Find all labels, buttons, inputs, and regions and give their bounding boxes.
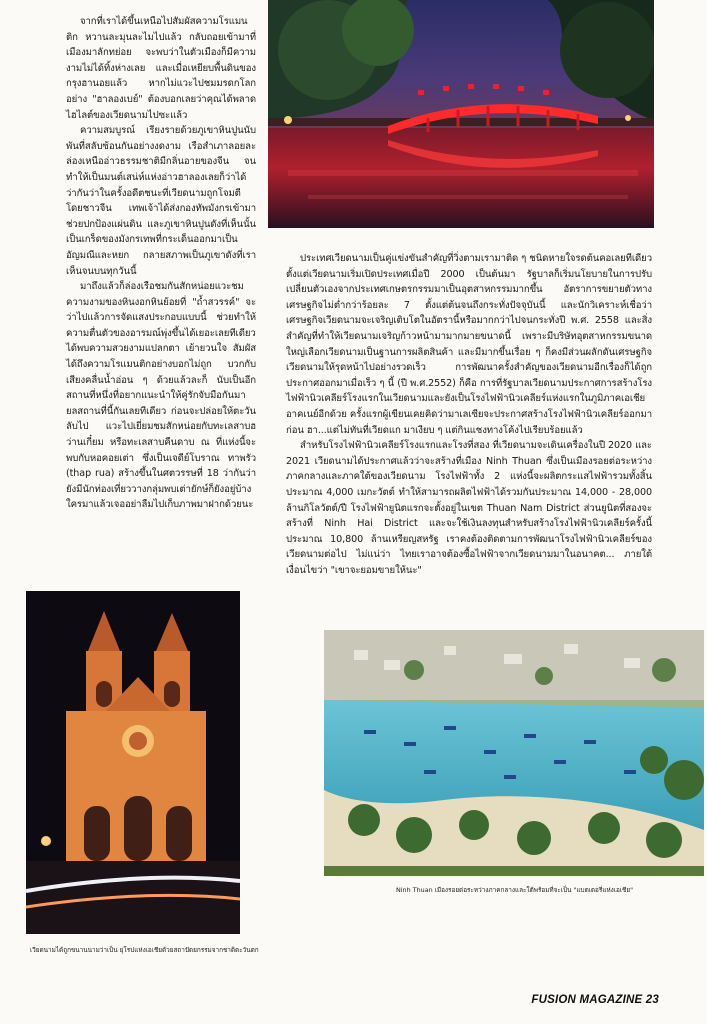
left-column-text	[66, 14, 256, 513]
magazine-name: FUSION MAGAZINE	[531, 994, 643, 1006]
right-paragraph: สำหรับโรงไฟฟ้านิวเคลียร์โรงแรกและโรงที่สอง ที่เวียดนามจะเดินเครื่องในปี 2020 และ 2021 เวียดนามได้ประกาศแล้วว่าจะสร้างที่เมือง Ninh Thuan ซึ่งเป็นเมืองรอยต่อระหว่างภาคกลางและภาคใต้ของเวียดนาม โรงไฟฟ้าทั้ง 2 แห่งนี้จะผลิตกระแสไฟฟ้ารวมทั้งสิ้นประมาณ 4,000 เมกะวัตต์ ทำให้สามารถผลิตไฟฟ้าได้รวมกันประมาณ 14,000 - 28,000 ล้านกิโลวัตต์/ปี โรงไฟฟ้ายูนิตแรกจะตั้งอยู่ในเขต Thuan Nam District ส่วนยูนิตที่สองจะสร้างที่ Ninh Hai District และจะใช้เงินลงทุนสำหรับสร้างโรงไฟฟ้านิวเคลียร์ครั้งนี้ประมาณ 10,800 ล้านเหรียญสหรัฐ เราคงต้องติดตามการพัฒนาโรงไฟฟ้านิวเคลียร์ของเวียดนามต่อไป ไม่แน่ว่า ไทยเราอาจต้องซื้อไฟฟ้าจากเวียดนามมาในอนาคต... ภายใต้เงื่อนไขว่า "เขาจะยอมขายให้นะ"	[286, 440, 652, 576]
photo-cathedral-night	[26, 591, 240, 934]
photo-red-bridge-night	[268, 0, 654, 228]
page-footer	[531, 994, 659, 1006]
left-paragraph: จากที่เราได้ขึ้นเหนือไปสัมผัสความโรแมนติก หวานละมุนละไมไปแล้ว กลับถอยเข้ามาที่เมืองมาลักทย่อย จะพบว่าในตัวเมืองก็มีความงามไม่ได้ทิ้งห่างเลย และเมื่อเหยียบพื้นดินของกรุงฮานอยแล้ว หากไม่แวะไปชมมรดกโลกอย่าง "ฮาลองเบย์" ต้องบอกเลยว่าคุณได้พลาดไฮไลต์ของเวียดนามไปซะแล้ว	[66, 16, 256, 121]
photo-ninh-thuan-bay	[324, 630, 704, 876]
caption-ninh-thuan: Ninh Thuan เมืองรอยต่อระหว่างภาคกลางและใต้พร้อมที่จะเป็น "แบตเตอรี่แห่งเอเชีย"	[396, 886, 634, 894]
right-paragraph: ประเทศเวียดนามเป็นคู่แข่งขันสำคัญที่วิ่งตามเรามาติด ๆ ชนิดหายใจรดต้นคอเลยทีเดียว ตั้งแต่เวียดนามเริ่มเปิดประเทศเมื่อปี 2000 เป็นต้นมา รัฐบาลก็เริ่มนโยบายในการปรับเปลี่ยนตัวเองจากประเทศเกษตรกรรมมาเป็นอุตสาหกรรมมากขึ้น อัตราการขยายตัวทางเศรษฐกิจไม่ต่ำกว่าร้อยละ 7 ตั้งแต่ต้นจนถึงกระทั่งปัจจุบันนี้ และนักวิเคราะห์เชื่อว่าเศรษฐกิจเวียดนามจะเจริญเติบโตในอัตรานี้หรือมากกว่าไปจนกระทั่งปี พ.ศ. 2558 และสิ่งสำคัญที่ทำให้เวียดนามเจริญก้าวหน้ามามากมายขนาดนี้ เพราะมีบริษัทอุตสาหกรรมขนาดใหญ่เลือกเวียดนามเป็นฐานการผลิตสินค้า และมีมากขึ้นเรื่อย ๆ ก็คงมีส่วนผลักดันเศรษฐกิจเวียดนามให้รุดหน้าไปอย่างรวดเร็ว การพัฒนาครั้งสำคัญของเวียดนามอีกเรื่องก็ได้ถูกประกาศออกมาเมื่อเร็ว ๆ นี้ (ปี พ.ศ.2552) ก็คือ การที่รัฐบาลเวียดนามประกาศการสร้างโรงไฟฟ้านิวเคลียร์โรงแรกในเวียดนามและยังเป็นโรงไฟฟ้านิวเคลียร์แห่งแรกในภูมิภาคเอเชียอาคเนย์อีกด้วย ครั้งแรกผู้เขียนเคยคิดว่ามาเลเซียจะประกาศสร้างโรงไฟฟ้านิวเคลียร์ออกมาก่อน ฮา...แต่ไม่ทันที่เวียดแก มาเงียบ ๆ แต่กินแชงทางโค้งไปเรียบร้อยแล้ว	[286, 253, 652, 436]
caption-cathedral: เวียดนามได้ถูกขนานนามว่าเป็น ยุโรปแห่งเอเชียด้วยสถาปัตยกรรมจากชาติตะวันตก	[30, 946, 259, 954]
left-paragraph: มาถึงแล้วก็ล่องเรือชมกันสักหน่อยแวะชมความงามของหินงอกหินย้อยที่ "ถ้ำสวรรค์" จะว่าไปแล้วการจัดแสงประกอบแบบนี้ ช่วยทำให้ความตื่นตัวของอารมณ์พุ่งขึ้นได้เยอะเลยทีเดียว ได้พบความสวยงามแปลกตา เย้ายวนใจ สัมผัสได้ถึงความโรแมนติกอย่างบอกไม่ถูก บวกกับเสียงคลื่นน้ำอ่อน ๆ ด้วยแล้วละก็ นับเป็นอีกสถานที่หนึ่งที่อยากแนะนำให้คู่รักจับมือกันมายลสถานที่นี้กันเลยทีเดียว ก่อนจะปล่อยให้ตะวันลับไป แวะไปเยี่ยมชมสักหน่อยกับทะเลสาบฮว่านเกี๋ยม หรือทะเลสาบคืนดาบ ณ ที่แห่งนี้จะพบกับหอคอยเต่า ซึ่งเป็นเจดีย์โบราณ ทาพรัว (thap rua) สร้างขึ้นในศตวรรษที่ 18 ว่ากันว่ายังมีนักท่องเที่ยววางกลุ่มพบเต่ายักษ์ก็ยังอยู่บ้าง ใครมาแล้วเจออย่าลืมไปเก็บภาพมาฝากด้วยนะ	[66, 281, 256, 511]
page-number: 23	[645, 994, 659, 1006]
right-column-text	[286, 251, 652, 578]
left-paragraph: ความสมบูรณ์ เรียงรายด้วยภูเขาหินปูนนับพันที่สลับซ้อนกันอย่างงดงาม เรือสำเภาลอยละล่องเหนืออ่าวธรรมชาติมีกลิ่นอายของจีน จนทำให้เป็นมนต์เสน่ห์แห่งอ่าวฮาลองเลยก็ว่าได้ ว่ากันว่าในครั้งอดีตชนะที่เวียดนามถูกโจมตีโดยชาวจีน เทพเจ้าได้ส่งกองทัพมังกรเข้ามาช่วยปกป้องแผ่นดิน และภูเขาหินปูนดังที่เห็นนั้น เป็นเกร็ดของมังกรเทพที่กระเด็นออกมาเป็นอัญมณีและหยก กลายสภาพเป็นภูเขาดังที่เราเห็นจนบนทุกวันนี้	[66, 125, 256, 277]
